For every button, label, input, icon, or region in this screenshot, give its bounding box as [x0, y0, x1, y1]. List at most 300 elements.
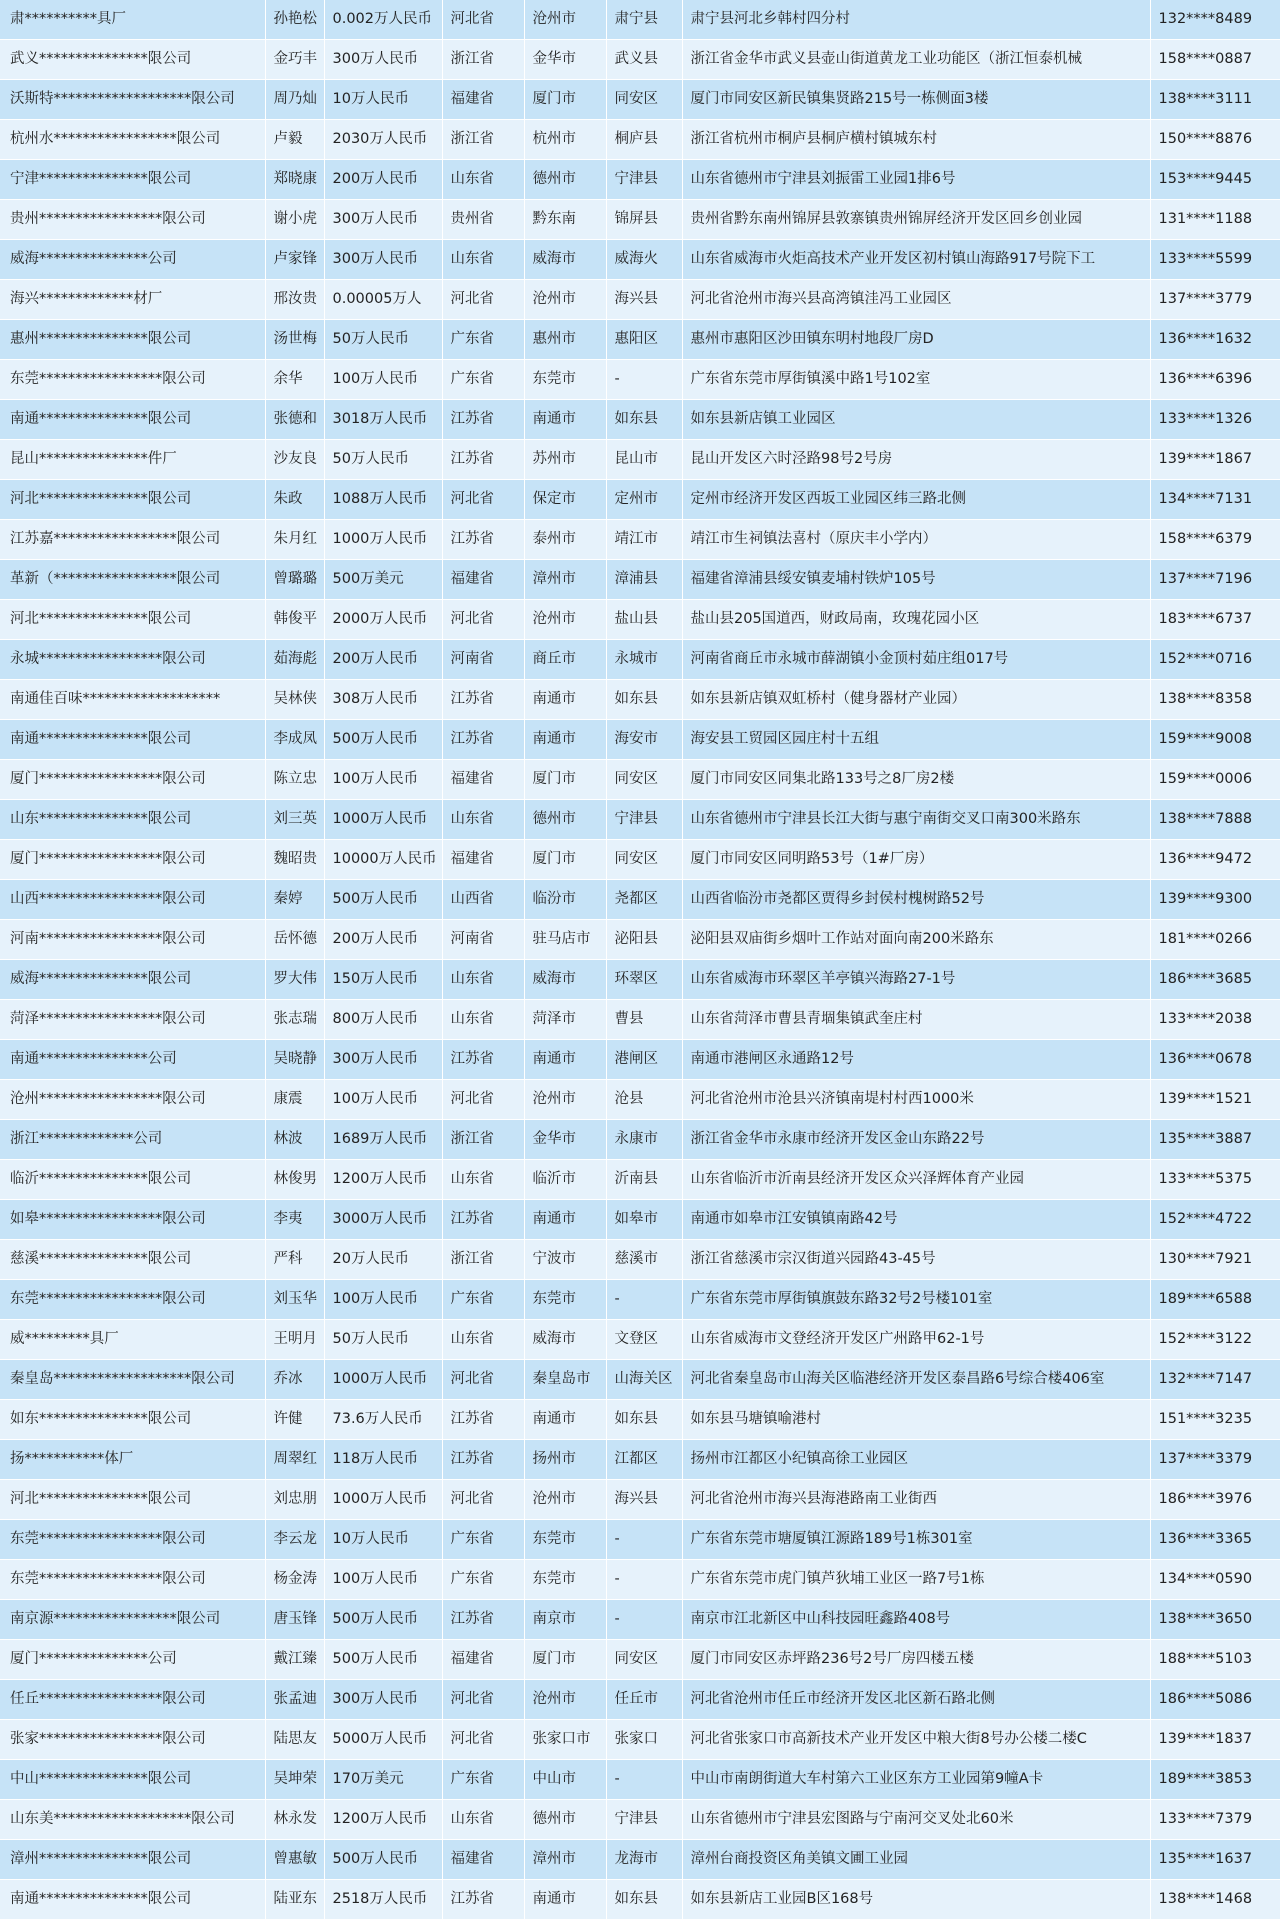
- cell-district: 盐山县: [606, 600, 682, 640]
- cell-capital: 1000万人民币: [324, 800, 442, 840]
- cell-city: 南通市: [524, 1400, 606, 1440]
- cell-address: 如东县新店工业园B区168号: [682, 1880, 1150, 1920]
- cell-contact: 吴坤荣: [265, 1760, 324, 1800]
- cell-phone: 131****1188: [1150, 200, 1280, 240]
- cell-city: 南通市: [524, 1200, 606, 1240]
- cell-province: 山东省: [442, 960, 524, 1000]
- cell-address: 泌阳县双庙街乡烟叶工作站对面向南200米路东: [682, 920, 1150, 960]
- cell-contact: 吴晓静: [265, 1040, 324, 1080]
- cell-district: 沂南县: [606, 1160, 682, 1200]
- cell-phone: 152****4722: [1150, 1200, 1280, 1240]
- cell-contact: 周乃灿: [265, 80, 324, 120]
- cell-city: 苏州市: [524, 440, 606, 480]
- cell-contact: 韩俊平: [265, 600, 324, 640]
- cell-city: 漳州市: [524, 1840, 606, 1880]
- cell-phone: 136****1632: [1150, 320, 1280, 360]
- cell-address: 中山市南朗街道大车村第六工业区东方工业园第9幢A卡: [682, 1760, 1150, 1800]
- cell-company: 沃斯特*******************限公司: [0, 80, 265, 120]
- cell-phone: 136****9472: [1150, 840, 1280, 880]
- cell-city: 沧州市: [524, 1480, 606, 1520]
- cell-company: 山东***************限公司: [0, 800, 265, 840]
- cell-contact: 刘玉华: [265, 1280, 324, 1320]
- cell-contact: 林波: [265, 1120, 324, 1160]
- cell-district: 环翠区: [606, 960, 682, 1000]
- cell-city: 德州市: [524, 1800, 606, 1840]
- cell-company: 革新（*****************限公司: [0, 560, 265, 600]
- cell-company: 浙江*************公司: [0, 1120, 265, 1160]
- cell-province: 浙江省: [442, 40, 524, 80]
- cell-phone: 181****0266: [1150, 920, 1280, 960]
- cell-address: 浙江省金华市永康市经济开发区金山东路22号: [682, 1120, 1150, 1160]
- cell-capital: 1689万人民币: [324, 1120, 442, 1160]
- cell-capital: 100万人民币: [324, 760, 442, 800]
- cell-address: 山东省威海市环翠区羊亭镇兴海路27-1号: [682, 960, 1150, 1000]
- cell-province: 江苏省: [442, 1400, 524, 1440]
- cell-province: 山东省: [442, 160, 524, 200]
- cell-city: 泰州市: [524, 520, 606, 560]
- cell-capital: 10万人民币: [324, 80, 442, 120]
- cell-province: 江苏省: [442, 440, 524, 480]
- cell-contact: 康震: [265, 1080, 324, 1120]
- cell-district: 如东县: [606, 1880, 682, 1920]
- cell-address: 浙江省杭州市桐庐县桐庐横村镇城东村: [682, 120, 1150, 160]
- cell-address: 贵州省黔东南州锦屏县敦寨镇贵州锦屏经济开发区回乡创业园: [682, 200, 1150, 240]
- cell-district: 同安区: [606, 80, 682, 120]
- cell-district: 同安区: [606, 760, 682, 800]
- cell-province: 江苏省: [442, 400, 524, 440]
- cell-phone: 189****6588: [1150, 1280, 1280, 1320]
- cell-address: 山西省临汾市尧都区贾得乡封侯村槐树路52号: [682, 880, 1150, 920]
- cell-company: 厦门*****************限公司: [0, 760, 265, 800]
- table-row: [0, 1480, 1280, 1520]
- cell-province: 江苏省: [442, 1440, 524, 1480]
- cell-city: 保定市: [524, 480, 606, 520]
- cell-capital: 500万人民币: [324, 1640, 442, 1680]
- cell-contact: 张德和: [265, 400, 324, 440]
- cell-district: 宁津县: [606, 1800, 682, 1840]
- cell-district: 江都区: [606, 1440, 682, 1480]
- cell-province: 江苏省: [442, 1200, 524, 1240]
- cell-company: 南通***************限公司: [0, 720, 265, 760]
- cell-capital: 500万美元: [324, 560, 442, 600]
- cell-phone: 133****5375: [1150, 1160, 1280, 1200]
- cell-district: 靖江市: [606, 520, 682, 560]
- cell-phone: 135****3887: [1150, 1120, 1280, 1160]
- cell-company: 南京源*****************限公司: [0, 1600, 265, 1640]
- cell-district: 沧县: [606, 1080, 682, 1120]
- cell-company: 威海***************公司: [0, 240, 265, 280]
- cell-address: 如东县新店镇工业园区: [682, 400, 1150, 440]
- cell-contact: 茹海彪: [265, 640, 324, 680]
- cell-contact: 李成凤: [265, 720, 324, 760]
- cell-city: 东莞市: [524, 1520, 606, 1560]
- cell-capital: 200万人民币: [324, 160, 442, 200]
- cell-district: 尧都区: [606, 880, 682, 920]
- cell-city: 厦门市: [524, 1640, 606, 1680]
- cell-contact: 汤世梅: [265, 320, 324, 360]
- table-row: [0, 1400, 1280, 1440]
- cell-province: 福建省: [442, 1640, 524, 1680]
- cell-city: 惠州市: [524, 320, 606, 360]
- cell-phone: 136****0678: [1150, 1040, 1280, 1080]
- cell-capital: 308万人民币: [324, 680, 442, 720]
- cell-city: 漳州市: [524, 560, 606, 600]
- cell-district: 永城市: [606, 640, 682, 680]
- cell-address: 如东县新店镇双虹桥村（健身器材产业园）: [682, 680, 1150, 720]
- table-row: [0, 960, 1280, 1000]
- cell-city: 金华市: [524, 1120, 606, 1160]
- table-row: [0, 1880, 1280, 1920]
- cell-district: -: [606, 1520, 682, 1560]
- cell-contact: 曾惠敏: [265, 1840, 324, 1880]
- cell-capital: 100万人民币: [324, 360, 442, 400]
- cell-district: 任丘市: [606, 1680, 682, 1720]
- cell-contact: 唐玉锋: [265, 1600, 324, 1640]
- table-row: [0, 160, 1280, 200]
- cell-capital: 1088万人民币: [324, 480, 442, 520]
- cell-phone: 137****3379: [1150, 1440, 1280, 1480]
- cell-contact: 沙友良: [265, 440, 324, 480]
- cell-city: 沧州市: [524, 1080, 606, 1120]
- cell-contact: 孙艳松: [265, 0, 324, 40]
- table-row: [0, 400, 1280, 440]
- cell-city: 威海市: [524, 240, 606, 280]
- cell-capital: 10万人民币: [324, 1520, 442, 1560]
- table-row: [0, 240, 1280, 280]
- cell-city: 菏泽市: [524, 1000, 606, 1040]
- cell-company: 南通***************限公司: [0, 1880, 265, 1920]
- cell-phone: 139****9300: [1150, 880, 1280, 920]
- cell-capital: 500万人民币: [324, 880, 442, 920]
- cell-city: 驻马店市: [524, 920, 606, 960]
- cell-phone: 153****9445: [1150, 160, 1280, 200]
- cell-phone: 183****6737: [1150, 600, 1280, 640]
- cell-phone: 139****1837: [1150, 1720, 1280, 1760]
- cell-company: 海兴*************材厂: [0, 280, 265, 320]
- cell-address: 河北省张家口市高新技术产业开发区中粮大街8号办公楼二楼C: [682, 1720, 1150, 1760]
- cell-company: 秦皇岛*******************限公司: [0, 1360, 265, 1400]
- cell-province: 广东省: [442, 320, 524, 360]
- cell-address: 厦门市同安区赤坪路236号2号厂房四楼五楼: [682, 1640, 1150, 1680]
- cell-city: 南通市: [524, 400, 606, 440]
- cell-address: 山东省德州市宁津县长江大街与惠宁南街交叉口南300米路东: [682, 800, 1150, 840]
- cell-province: 广东省: [442, 1520, 524, 1560]
- cell-province: 河南省: [442, 920, 524, 960]
- cell-phone: 136****3365: [1150, 1520, 1280, 1560]
- cell-capital: 300万人民币: [324, 1680, 442, 1720]
- table-row: [0, 760, 1280, 800]
- cell-phone: 150****8876: [1150, 120, 1280, 160]
- cell-city: 南通市: [524, 680, 606, 720]
- cell-contact: 罗大伟: [265, 960, 324, 1000]
- cell-address: 山东省德州市宁津县宏图路与宁南河交叉处北60米: [682, 1800, 1150, 1840]
- cell-contact: 林俊男: [265, 1160, 324, 1200]
- cell-contact: 余华: [265, 360, 324, 400]
- cell-phone: 135****1637: [1150, 1840, 1280, 1880]
- cell-district: 定州市: [606, 480, 682, 520]
- cell-district: 如皋市: [606, 1200, 682, 1240]
- cell-phone: 138****7888: [1150, 800, 1280, 840]
- cell-city: 德州市: [524, 160, 606, 200]
- table-row: [0, 1440, 1280, 1480]
- cell-province: 山西省: [442, 880, 524, 920]
- cell-company: 菏泽*****************限公司: [0, 1000, 265, 1040]
- cell-address: 山东省威海市火炬高技术产业开发区初村镇山海路917号院下工: [682, 240, 1150, 280]
- cell-company: 宁津***************限公司: [0, 160, 265, 200]
- cell-city: 中山市: [524, 1760, 606, 1800]
- cell-province: 河北省: [442, 0, 524, 40]
- cell-capital: 100万人民币: [324, 1080, 442, 1120]
- cell-address: 福建省漳浦县绥安镇麦埔村铁炉105号: [682, 560, 1150, 600]
- cell-city: 商丘市: [524, 640, 606, 680]
- cell-province: 广东省: [442, 360, 524, 400]
- cell-contact: 李云龙: [265, 1520, 324, 1560]
- cell-city: 威海市: [524, 1320, 606, 1360]
- cell-contact: 戴江臻: [265, 1640, 324, 1680]
- cell-address: 海安县工贸园区园庄村十五组: [682, 720, 1150, 760]
- cell-district: -: [606, 1560, 682, 1600]
- cell-phone: 134****0590: [1150, 1560, 1280, 1600]
- cell-contact: 张志瑞: [265, 1000, 324, 1040]
- cell-district: -: [606, 1280, 682, 1320]
- cell-province: 山东省: [442, 1320, 524, 1360]
- table-row: [0, 120, 1280, 160]
- table-row: [0, 1640, 1280, 1680]
- cell-province: 江苏省: [442, 1880, 524, 1920]
- cell-address: 广东省东莞市虎门镇芦狄埔工业区一路7号1栋: [682, 1560, 1150, 1600]
- cell-company: 永城*****************限公司: [0, 640, 265, 680]
- cell-province: 广东省: [442, 1280, 524, 1320]
- cell-province: 福建省: [442, 840, 524, 880]
- cell-address: 山东省德州市宁津县刘振雷工业园1排6号: [682, 160, 1150, 200]
- cell-province: 福建省: [442, 80, 524, 120]
- cell-district: 如东县: [606, 680, 682, 720]
- cell-province: 江苏省: [442, 720, 524, 760]
- cell-company: 河北***************限公司: [0, 600, 265, 640]
- cell-address: 南通市如皋市江安镇镇南路42号: [682, 1200, 1150, 1240]
- cell-province: 江苏省: [442, 680, 524, 720]
- cell-province: 江苏省: [442, 520, 524, 560]
- cell-company: 东莞*****************限公司: [0, 360, 265, 400]
- cell-city: 扬州市: [524, 1440, 606, 1480]
- cell-capital: 5000万人民币: [324, 1720, 442, 1760]
- cell-province: 福建省: [442, 1840, 524, 1880]
- cell-address: 河北省沧州市海兴县海港路南工业街西: [682, 1480, 1150, 1520]
- cell-district: 惠阳区: [606, 320, 682, 360]
- table-row: [0, 1560, 1280, 1600]
- cell-city: 东莞市: [524, 1560, 606, 1600]
- cell-city: 厦门市: [524, 840, 606, 880]
- cell-capital: 1200万人民币: [324, 1800, 442, 1840]
- cell-capital: 800万人民币: [324, 1000, 442, 1040]
- table-row: [0, 1760, 1280, 1800]
- cell-contact: 陆亚东: [265, 1880, 324, 1920]
- cell-contact: 朱月红: [265, 520, 324, 560]
- table-row: [0, 1000, 1280, 1040]
- cell-phone: 137****3779: [1150, 280, 1280, 320]
- cell-company: 河南*****************限公司: [0, 920, 265, 960]
- cell-address: 河北省沧州市任丘市经济开发区北区新石路北侧: [682, 1680, 1150, 1720]
- cell-company: 漳州***************限公司: [0, 1840, 265, 1880]
- cell-company: 昆山***************件厂: [0, 440, 265, 480]
- cell-phone: 137****7196: [1150, 560, 1280, 600]
- cell-address: 厦门市同安区同明路53号（1#厂房）: [682, 840, 1150, 880]
- table-row: [0, 440, 1280, 480]
- cell-capital: 2030万人民币: [324, 120, 442, 160]
- cell-address: 广东省东莞市厚街镇溪中路1号102室: [682, 360, 1150, 400]
- cell-phone: 130****7921: [1150, 1240, 1280, 1280]
- cell-province: 浙江省: [442, 1120, 524, 1160]
- cell-province: 广东省: [442, 1760, 524, 1800]
- cell-district: 威海火: [606, 240, 682, 280]
- cell-province: 河北省: [442, 1720, 524, 1760]
- cell-contact: 刘三英: [265, 800, 324, 840]
- cell-capital: 1200万人民币: [324, 1160, 442, 1200]
- cell-phone: 134****7131: [1150, 480, 1280, 520]
- cell-district: 永康市: [606, 1120, 682, 1160]
- cell-phone: 138****8358: [1150, 680, 1280, 720]
- cell-phone: 188****5103: [1150, 1640, 1280, 1680]
- cell-city: 东莞市: [524, 1280, 606, 1320]
- table-row: [0, 600, 1280, 640]
- cell-district: 如东县: [606, 1400, 682, 1440]
- cell-company: 厦门*****************限公司: [0, 840, 265, 880]
- cell-contact: 邢汝贵: [265, 280, 324, 320]
- cell-contact: 郑晓康: [265, 160, 324, 200]
- cell-phone: 138****3111: [1150, 80, 1280, 120]
- table-row: [0, 480, 1280, 520]
- cell-address: 山东省威海市文登经济开发区广州路甲62-1号: [682, 1320, 1150, 1360]
- cell-company: 南通***************公司: [0, 1040, 265, 1080]
- cell-capital: 300万人民币: [324, 240, 442, 280]
- cell-contact: 王明月: [265, 1320, 324, 1360]
- table-row: [0, 840, 1280, 880]
- cell-capital: 118万人民币: [324, 1440, 442, 1480]
- cell-district: 山海关区: [606, 1360, 682, 1400]
- cell-contact: 杨金涛: [265, 1560, 324, 1600]
- cell-city: 金华市: [524, 40, 606, 80]
- cell-phone: 159****9008: [1150, 720, 1280, 760]
- cell-phone: 136****6396: [1150, 360, 1280, 400]
- cell-address: 山东省临沂市沂南县经济开发区众兴泽辉体育产业园: [682, 1160, 1150, 1200]
- table-row: [0, 200, 1280, 240]
- cell-company: 如皋*****************限公司: [0, 1200, 265, 1240]
- cell-contact: 张孟迪: [265, 1680, 324, 1720]
- cell-province: 河北省: [442, 1080, 524, 1120]
- cell-contact: 秦婷: [265, 880, 324, 920]
- cell-province: 浙江省: [442, 120, 524, 160]
- cell-district: 文登区: [606, 1320, 682, 1360]
- cell-capital: 1000万人民币: [324, 1480, 442, 1520]
- table-row: [0, 1120, 1280, 1160]
- cell-capital: 200万人民币: [324, 640, 442, 680]
- cell-contact: 卢家锋: [265, 240, 324, 280]
- table-row: [0, 1600, 1280, 1640]
- cell-province: 河北省: [442, 1680, 524, 1720]
- cell-address: 河北省沧州市沧县兴济镇南堤村村西1000米: [682, 1080, 1150, 1120]
- cell-city: 宁波市: [524, 1240, 606, 1280]
- cell-company: 惠州***************限公司: [0, 320, 265, 360]
- cell-capital: 100万人民币: [324, 1560, 442, 1600]
- cell-district: -: [606, 1760, 682, 1800]
- cell-district: 锦屏县: [606, 200, 682, 240]
- cell-address: 广东省东莞市塘厦镇江源路189号1栋301室: [682, 1520, 1150, 1560]
- cell-address: 南通市港闸区永通路12号: [682, 1040, 1150, 1080]
- cell-district: 海兴县: [606, 1480, 682, 1520]
- cell-capital: 73.6万人民币: [324, 1400, 442, 1440]
- table-row: [0, 0, 1280, 40]
- cell-company: 贵州*****************限公司: [0, 200, 265, 240]
- cell-district: 张家口: [606, 1720, 682, 1760]
- cell-contact: 林永发: [265, 1800, 324, 1840]
- cell-district: 泌阳县: [606, 920, 682, 960]
- table-row: [0, 1240, 1280, 1280]
- cell-company: 东莞*****************限公司: [0, 1560, 265, 1600]
- cell-company: 武义***************限公司: [0, 40, 265, 80]
- table-row: [0, 520, 1280, 560]
- table-row: [0, 360, 1280, 400]
- cell-company: 山西*****************限公司: [0, 880, 265, 920]
- cell-district: 桐庐县: [606, 120, 682, 160]
- cell-address: 漳州台商投资区角美镇文圃工业园: [682, 1840, 1150, 1880]
- cell-capital: 150万人民币: [324, 960, 442, 1000]
- cell-province: 山东省: [442, 240, 524, 280]
- table-row: [0, 40, 1280, 80]
- cell-province: 江苏省: [442, 1040, 524, 1080]
- cell-province: 河北省: [442, 480, 524, 520]
- cell-phone: 139****1867: [1150, 440, 1280, 480]
- cell-address: 靖江市生祠镇法喜村（原庆丰小学内）: [682, 520, 1150, 560]
- cell-capital: 500万人民币: [324, 1840, 442, 1880]
- cell-contact: 陆思友: [265, 1720, 324, 1760]
- cell-district: 慈溪市: [606, 1240, 682, 1280]
- cell-district: 宁津县: [606, 800, 682, 840]
- cell-contact: 魏昭贵: [265, 840, 324, 880]
- cell-province: 福建省: [442, 560, 524, 600]
- cell-province: 贵州省: [442, 200, 524, 240]
- cell-contact: 李夷: [265, 1200, 324, 1240]
- cell-city: 厦门市: [524, 760, 606, 800]
- cell-city: 黔东南: [524, 200, 606, 240]
- cell-district: 如东县: [606, 400, 682, 440]
- cell-phone: 139****1521: [1150, 1080, 1280, 1120]
- cell-contact: 刘忠朋: [265, 1480, 324, 1520]
- cell-contact: 朱政: [265, 480, 324, 520]
- cell-capital: 300万人民币: [324, 40, 442, 80]
- cell-phone: 159****0006: [1150, 760, 1280, 800]
- cell-address: 盐山县205国道西，财政局南，玫瑰花园小区: [682, 600, 1150, 640]
- cell-address: 扬州市江都区小纪镇高徐工业园区: [682, 1440, 1150, 1480]
- cell-district: 曹县: [606, 1000, 682, 1040]
- cell-capital: 2000万人民币: [324, 600, 442, 640]
- cell-capital: 2518万人民币: [324, 1880, 442, 1920]
- cell-contact: 陈立忠: [265, 760, 324, 800]
- cell-capital: 0.00005万人: [324, 280, 442, 320]
- cell-company: 扬***********体厂: [0, 1440, 265, 1480]
- cell-city: 杭州市: [524, 120, 606, 160]
- cell-address: 厦门市同安区新民镇集贤路215号一栋侧面3楼: [682, 80, 1150, 120]
- cell-address: 浙江省慈溪市宗汉街道兴园路43-45号: [682, 1240, 1150, 1280]
- table-row: [0, 1360, 1280, 1400]
- cell-capital: 500万人民币: [324, 1600, 442, 1640]
- cell-province: 河北省: [442, 600, 524, 640]
- cell-address: 山东省菏泽市曹县青堌集镇武奎庄村: [682, 1000, 1150, 1040]
- cell-province: 江苏省: [442, 1600, 524, 1640]
- cell-city: 南通市: [524, 1040, 606, 1080]
- cell-capital: 1000万人民币: [324, 1360, 442, 1400]
- cell-contact: 周翠红: [265, 1440, 324, 1480]
- cell-capital: 200万人民币: [324, 920, 442, 960]
